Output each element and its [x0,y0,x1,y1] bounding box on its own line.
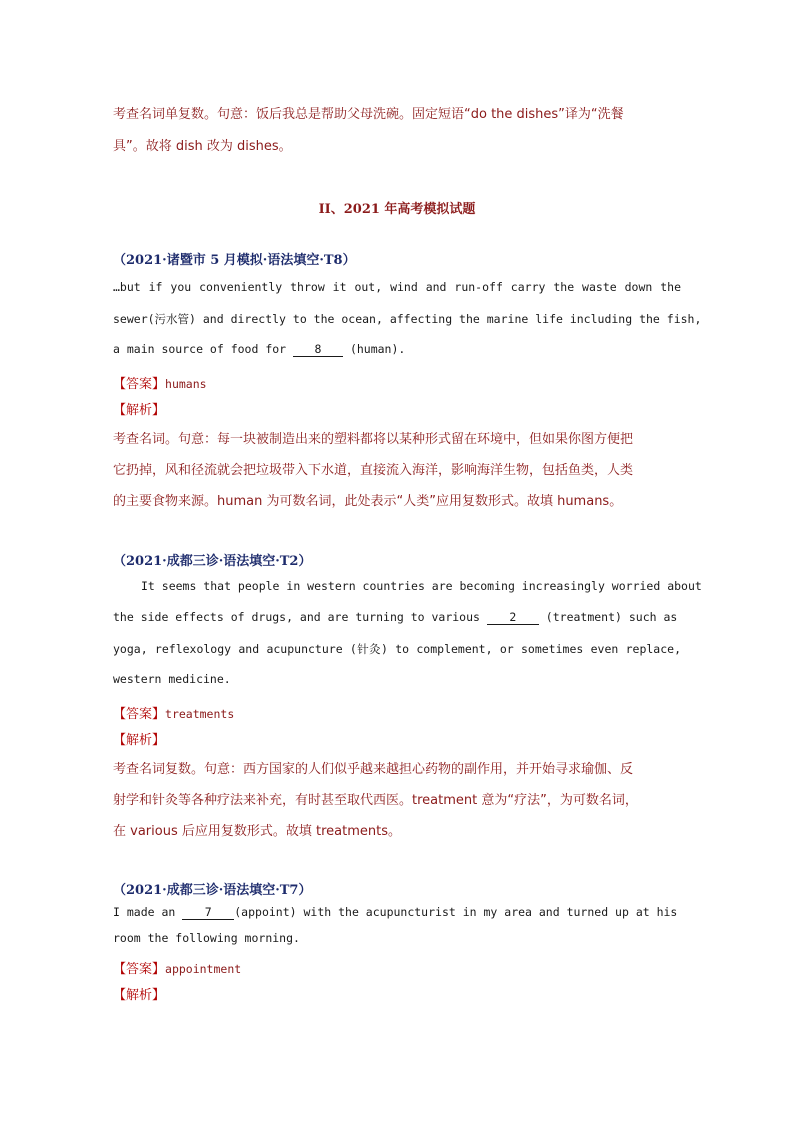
q1-text-line-2: sewer(污水管) and directly to the ocean, affecting the marine life including the fish, [113,312,702,326]
q1-analysis-line-1: 考查名词。句意：每一块被制造出来的塑料都将以某种形式留在环境中，但如果你图方便把 [113,432,634,447]
q2-answer-value: treatments [165,707,235,721]
q1-answer-label: 【答案】 [113,377,166,392]
section-heading: II、2021 年高考模拟试题 [318,202,476,217]
q3-answer-label: 【答案】 [113,962,166,977]
intro-line-1: 考查名词单复数。句意：饭后我总是帮助父母洗碗。固定短语“do the dishes”译为“洗餐 [113,107,624,122]
q2-analysis-line-2: 射学和针灸等各种疗法来补充，有时甚至取代西医。treatment 意为“疗法”，为可数名词， [113,793,638,808]
q1-analysis-label: 【解析】 [113,403,166,418]
q2-source: （2021·成都三诊·语法填空·T2） [113,554,312,569]
q1-text-post: (human). [343,342,406,356]
q3-text-line-2: room the following morning. [113,931,300,945]
q1-blank: 8 [293,343,343,357]
q2-text-post: (treatment) such as [538,610,678,624]
q2-blank: 2 [487,611,539,625]
q1-text-line-1: …but if you conveniently throw it out, wind and run-off carry the waste down the [113,280,681,294]
q2-analysis-label: 【解析】 [113,733,166,748]
q1-analysis-line-2: 它扔掉，风和径流就会把垃圾带入下水道，直接流入海洋，影响海洋生物，包括鱼类，人类 [113,463,634,478]
intro-line-2: 具”。故将 dish 改为 dishes。 [113,139,292,154]
q1-text-line-3 [113,342,681,357]
q2-text-pre: the side effects of drugs, and are turning to various [113,610,487,624]
q3-text-post: (appoint) with the acupuncturist in my area and turned up at his [234,905,678,919]
q2-text-line-3: yoga, reflexology and acupuncture (针灸) to complement, or sometimes even replace, [113,642,681,656]
q3-text-line-1 [113,905,681,920]
q1-analysis-line-3: 的主要食物来源。human 为可数名词，此处表示“人类”应用复数形式。故填 humans。 [113,494,623,509]
q1-source: （2021·诸暨市 5 月模拟·语法填空·T8） [113,253,356,268]
q3-answer [113,958,681,977]
q3-analysis-label: 【解析】 [113,988,166,1003]
q2-answer-label: 【答案】 [113,707,166,722]
q2-analysis-line-3: 在 various 后应用复数形式。故填 treatments。 [113,824,401,839]
q1-text-pre: a main source of food for [113,342,294,356]
q2-text-line-2 [113,610,681,625]
q2-text-line-4: western medicine. [113,672,231,686]
q2-text-line-1: It seems that people in western countries are becoming increasingly worried about [141,579,702,593]
q1-answer [113,373,681,392]
q2-analysis-line-1: 考查名词复数。句意：西方国家的人们似乎越来越担心药物的副作用，并开始寻求瑜伽、反 [113,762,634,777]
q3-text-pre: I made an [113,905,183,919]
q2-answer [113,703,681,722]
q3-answer-value: appointment [165,962,242,976]
q3-source: （2021·成都三诊·语法填空·T7） [113,883,312,898]
q3-blank: 7 [182,906,234,920]
q1-answer-value: humans [165,377,207,391]
